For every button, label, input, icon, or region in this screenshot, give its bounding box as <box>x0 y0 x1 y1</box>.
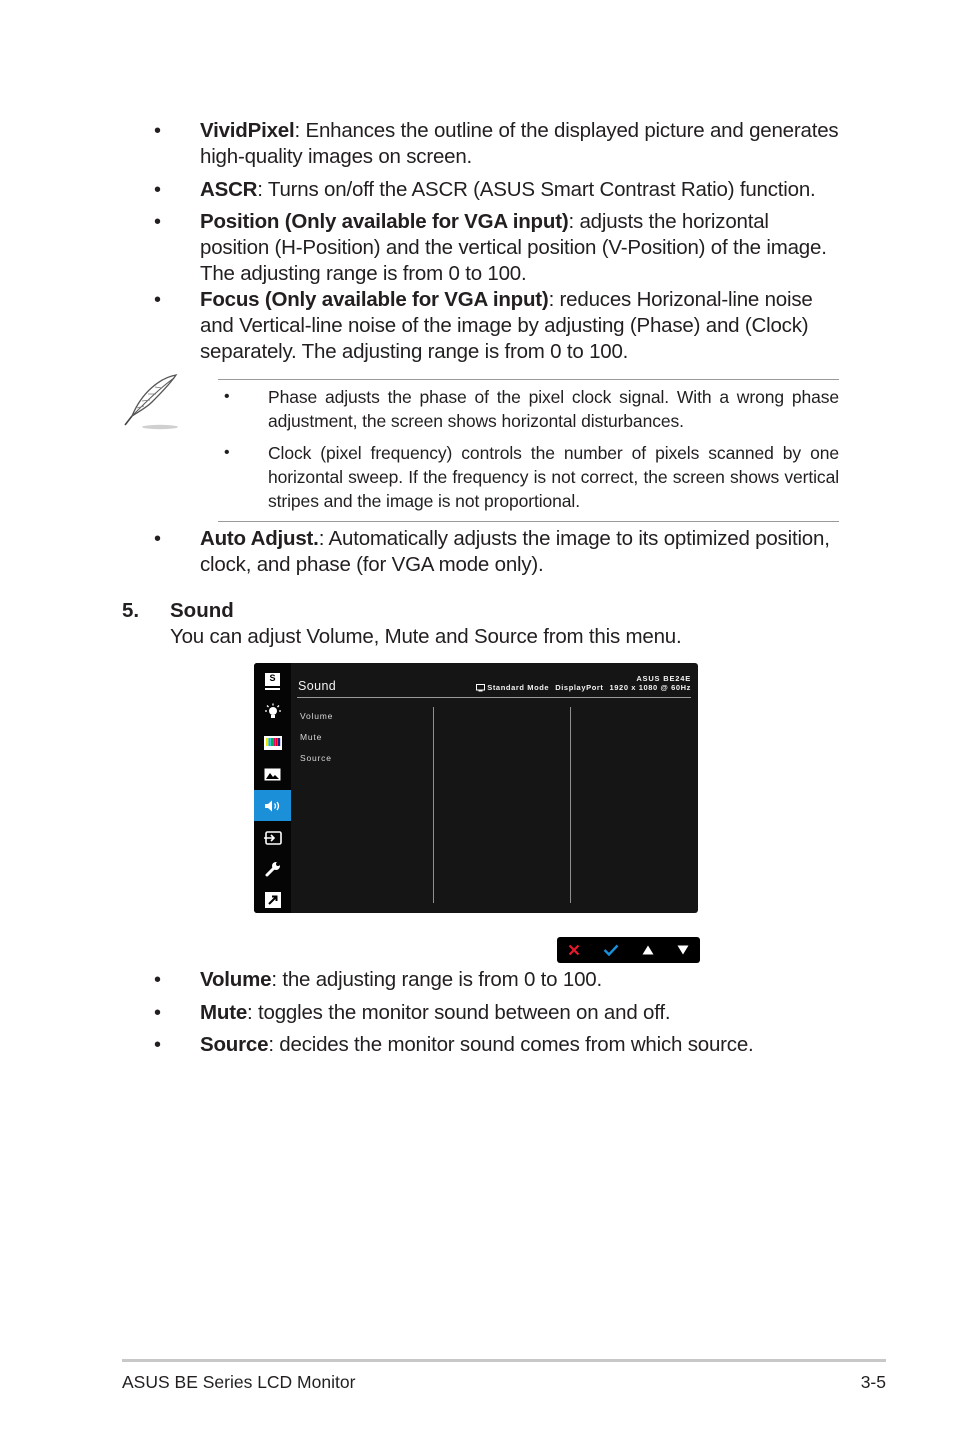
color-icon[interactable] <box>254 727 291 758</box>
shortcut-icon[interactable] <box>254 884 291 913</box>
bullet-text: : toggles the monitor sound between on and off. <box>247 1001 671 1024</box>
section-title: Sound <box>170 599 234 622</box>
wrench-icon <box>264 860 282 878</box>
osd-item-volume[interactable]: Volume <box>300 711 334 721</box>
osd-status-bar <box>476 683 691 692</box>
system-setup-icon[interactable] <box>254 853 291 884</box>
sound-icon[interactable] <box>254 790 291 821</box>
bullet-dot: • <box>154 120 161 142</box>
color-bars-icon <box>264 736 282 750</box>
bullet-term: Position (Only available for VGA input) <box>200 210 569 233</box>
osd-column-divider <box>570 707 571 903</box>
monitor-icon <box>476 684 485 692</box>
bullet-text: : reduces Horizonal-line noise and Vertical-line noise of the image by adjusting (Phase) and (Clock) separately. The adjusting range is from 0 to 100. <box>200 288 813 363</box>
bullet-ascr <box>154 177 840 203</box>
close-icon[interactable] <box>568 944 580 956</box>
note-item-phase <box>224 385 839 433</box>
bullet-term: Volume <box>200 968 272 991</box>
section-number: 5. <box>122 599 140 622</box>
bullet-auto-adjust <box>154 526 840 578</box>
input-arrow-icon <box>264 831 282 845</box>
osd-sidebar <box>254 663 291 913</box>
bullet-volume <box>154 967 840 993</box>
note-top-rule <box>218 379 839 380</box>
bullet-text: : the adjusting range is from 0 to 100. <box>271 968 602 991</box>
bullet-term: VividPixel <box>200 119 295 142</box>
bullet-dot: • <box>224 388 230 405</box>
footer-title: ASUS BE Series LCD Monitor <box>122 1372 356 1392</box>
image-icon[interactable] <box>254 759 291 790</box>
page-number: 3-5 <box>860 1372 886 1392</box>
bullet-dot: • <box>154 211 161 233</box>
bluelight-icon[interactable] <box>254 696 291 727</box>
bullet-mute <box>154 1000 840 1026</box>
input-select-icon[interactable] <box>254 822 291 853</box>
up-arrow-icon[interactable] <box>642 945 654 955</box>
note-bottom-rule <box>218 521 839 522</box>
splendid-letter: S <box>265 673 280 686</box>
down-arrow-icon[interactable] <box>677 945 689 955</box>
speaker-icon <box>264 799 282 813</box>
osd-column-divider <box>433 707 434 903</box>
bullet-dot: • <box>154 969 161 991</box>
bullet-dot: • <box>154 1002 161 1024</box>
bullet-source <box>154 1032 840 1058</box>
bullet-text: : Automatically adjusts the image to its optimized position, clock, and phase (for VGA mode only). <box>200 527 830 576</box>
osd-input: DisplayPort <box>555 683 604 692</box>
bullet-text: : adjusts the horizontal position (H-Position) and the vertical position (V-Position) of the image. The adjusting range is from 0 to 100. <box>200 210 827 285</box>
check-icon[interactable] <box>603 944 619 956</box>
bullet-term: Mute <box>200 1001 248 1024</box>
osd-menu-title: Sound <box>298 679 337 693</box>
splendid-icon[interactable] <box>254 664 291 695</box>
bullet-vividpixel <box>154 118 840 170</box>
bulb-icon <box>264 703 282 721</box>
bullet-position <box>154 209 840 287</box>
shortcut-arrow-icon <box>265 892 281 908</box>
bullet-dot: • <box>154 179 161 201</box>
bullet-dot: • <box>224 444 230 461</box>
bullet-term: Focus (Only available for VGA input) <box>200 288 549 311</box>
section-description: You can adjust Volume, Mute and Source from this menu. <box>170 625 682 648</box>
bullet-term: Source <box>200 1033 269 1056</box>
osd-divider <box>297 697 691 698</box>
bullet-dot: • <box>154 528 161 550</box>
osd-model-name: ASUS BE24E <box>636 674 691 683</box>
bullet-term: ASCR <box>200 178 258 201</box>
bullet-term: Auto Adjust. <box>200 527 319 550</box>
osd-resolution: 1920 x 1080 @ 60Hz <box>609 683 691 692</box>
osd-item-mute[interactable]: Mute <box>300 732 323 742</box>
bullet-focus <box>154 287 840 365</box>
osd-mode: Standard Mode <box>487 683 550 692</box>
bullet-dot: • <box>154 289 161 311</box>
osd-item-source[interactable]: Source <box>300 753 332 763</box>
footer-rule <box>122 1359 886 1362</box>
feather-pen-icon <box>120 372 182 432</box>
osd-key-bar <box>557 937 700 963</box>
picture-icon <box>264 768 281 781</box>
note-text: Clock (pixel frequency) controls the number of pixels scanned by one horizontal sweep. If the frequency is not correct, the screen shows vertical stripes and the image is not proportional. <box>268 443 839 511</box>
bullet-dot: • <box>154 1034 161 1056</box>
bullet-text: : Enhances the outline of the displayed picture and generates high-quality images on screen. <box>200 119 839 168</box>
bullet-text: : decides the monitor sound comes from which source. <box>268 1033 754 1056</box>
note-item-clock <box>224 441 839 513</box>
bullet-text: : Turns on/off the ASCR (ASUS Smart Contrast Ratio) function. <box>257 178 816 201</box>
osd-menu <box>254 663 698 913</box>
note-text: Phase adjusts the phase of the pixel clock signal. With a wrong phase adjustment, the screen shows horizontal disturbances. <box>268 387 839 431</box>
